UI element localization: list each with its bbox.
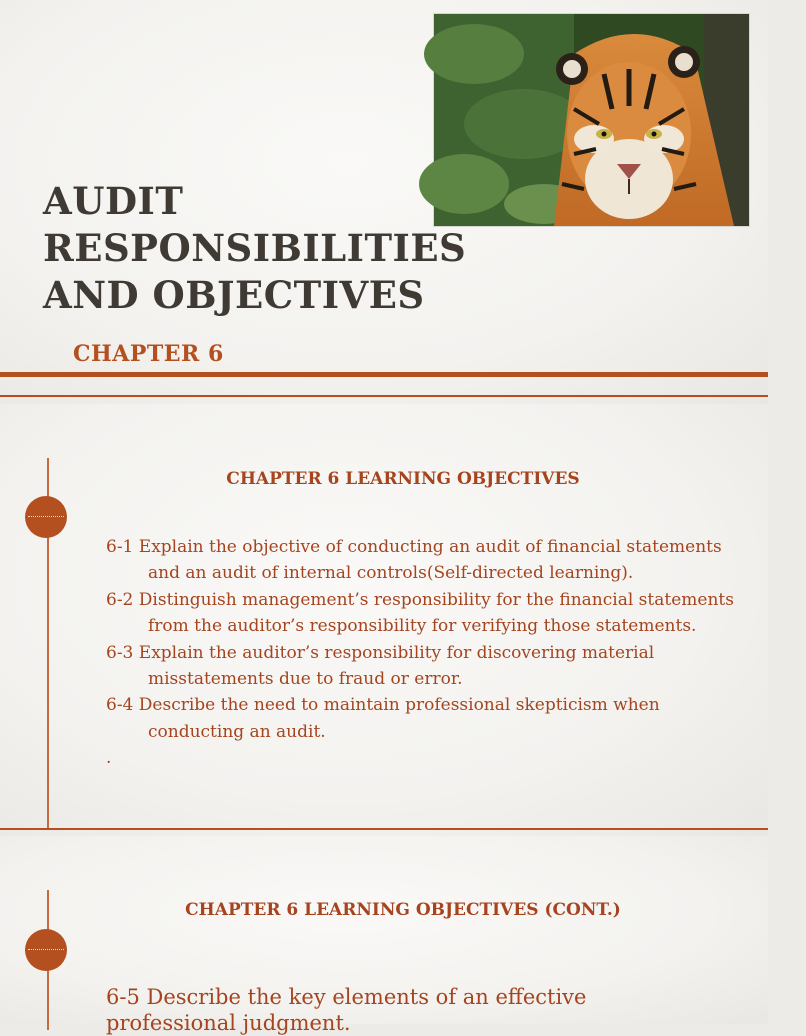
slide-heading: CHAPTER 6 LEARNING OBJECTIVES [226, 469, 580, 489]
title-line: AND OBJECTIVES [43, 273, 425, 317]
objectives-list [106, 534, 736, 772]
list-item: conducting an audit. [148, 721, 326, 742]
list-item: from the auditor’s responsibility for verifying those statements. [148, 616, 697, 637]
title-line: RESPONSIBILITIES [43, 226, 467, 270]
objectives-cont-slide [0, 836, 768, 1035]
title-line: AUDIT [43, 179, 184, 223]
objectives-list [106, 984, 746, 1036]
divider-thin [0, 395, 768, 397]
tiger-photo [433, 13, 750, 227]
objectives-slide [0, 404, 768, 836]
list-item: 6-5 Describe the key elements of an effective [106, 985, 587, 1009]
list-item: and an audit of internal controls(Self-directed learning). [148, 563, 634, 584]
bullet-circle-icon [25, 496, 67, 538]
list-item: 6-3 Explain the auditor’s responsibility for discovering material [106, 642, 655, 663]
list-item: . [106, 748, 112, 769]
list-item: misstatements due to fraud or error. [148, 669, 463, 690]
chapter-subtitle: CHAPTER 6 [73, 341, 224, 367]
presentation-title [43, 178, 466, 319]
title-slide [0, 0, 768, 404]
bullet-circle-icon [25, 929, 67, 971]
list-item: 6-4 Describe the need to maintain professional skepticism when [106, 695, 660, 716]
slide-heading: CHAPTER 6 LEARNING OBJECTIVES (CONT.) [185, 900, 621, 920]
list-item: 6-1 Explain the objective of conducting an audit of financial statements [106, 537, 722, 557]
divider-thick [0, 372, 768, 377]
list-item: professional judgment. [106, 1011, 351, 1035]
divider-thin [0, 828, 768, 830]
list-item: 6-2 Distinguish management’s responsibility for the financial statements [106, 589, 734, 610]
